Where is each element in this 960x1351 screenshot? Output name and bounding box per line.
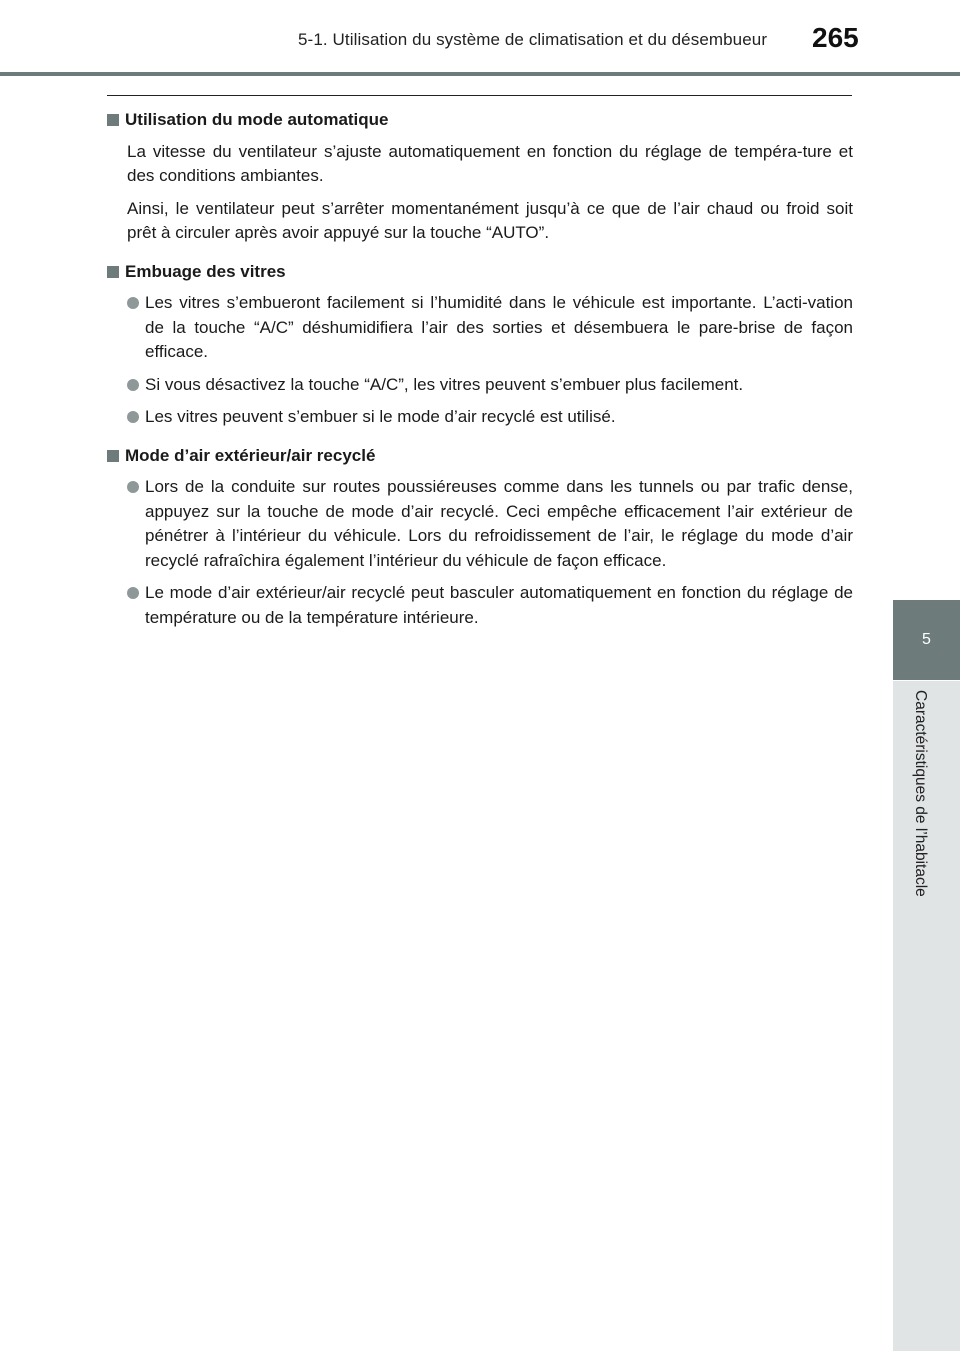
- section-title: [107, 260, 853, 285]
- round-bullet-icon: [127, 481, 139, 493]
- list-item-text: Lors de la conduite sur routes poussiéreuses comme dans les tunnels ou par trafic dense, appuyez sur la touche de mode d’air recyclé. Ceci empêche efficacement l’air extérieur de pénétrer à l’intérieur du véhicule. Lors du refroidissement de l’air, le réglage du mode d’air recyclé rafraîchira également l’intérieur du véhicule de façon efficace.: [145, 477, 853, 570]
- list-item-text: Le mode d’air extérieur/air recyclé peut basculer automatiquement en fonction du réglage de température ou de la température intérieure.: [145, 583, 853, 627]
- section-title: [107, 444, 853, 469]
- square-bullet-icon: [107, 450, 119, 462]
- round-bullet-icon: [127, 411, 139, 423]
- chapter-tab[interactable]: [893, 600, 960, 680]
- list-item-text: Si vous désactivez la touche “A/C”, les vitres peuvent s’embuer plus facilement.: [145, 374, 744, 394]
- round-bullet-icon: [127, 379, 139, 391]
- chapter-tab-label: Caractéristiques de l’habitacle: [912, 690, 929, 897]
- list-item-text: Les vitres peuvent s’embuer si le mode d’air recyclé est utilisé.: [145, 407, 616, 426]
- round-bullet-icon: [127, 587, 139, 599]
- list-item-text: Les vitres s’embueront facilement si l’humidité dans le véhicule est importante. L’acti-vation de la touche “A/C” déshumidifiera l’air des sorties et désembuera le pare-brise de façon efficace.: [145, 293, 853, 361]
- section-title-text: Utilisation du mode automatique: [125, 110, 389, 129]
- header-rule: [0, 72, 960, 76]
- square-bullet-icon: [107, 266, 119, 278]
- list-item: [127, 373, 853, 398]
- chapter-title: 5-1. Utilisation du système de climatisation et du désembueur: [298, 30, 768, 49]
- paragraph: Ainsi, le ventilateur peut s’arrêter momentanément jusqu’à ce que de l’air chaud ou froid soit prêt à circuler après avoir appuyé sur la touche “AUTO”.: [127, 198, 853, 242]
- section-title-text: Embuage des vitres: [125, 261, 286, 281]
- paragraph: La vitesse du ventilateur s’ajuste automatiquement en fonction du réglage de tempéra-ture et des conditions ambiantes.: [127, 141, 853, 185]
- list-item: [127, 291, 853, 365]
- list-item: [127, 475, 853, 573]
- list-item: [127, 581, 853, 630]
- list-item: [127, 405, 853, 430]
- section-title: [107, 108, 853, 133]
- content-rule: [107, 95, 852, 96]
- chapter-tab-number: 5: [922, 631, 931, 648]
- section-window-fogging: [107, 260, 853, 430]
- page-content: [107, 108, 853, 644]
- page-number: 265: [812, 22, 859, 53]
- round-bullet-icon: [127, 297, 139, 309]
- section-air-mode: [107, 444, 853, 631]
- section-auto-mode: [107, 108, 853, 246]
- square-bullet-icon: [107, 114, 119, 126]
- section-title-text: Mode d’air extérieur/air recyclé: [125, 445, 376, 465]
